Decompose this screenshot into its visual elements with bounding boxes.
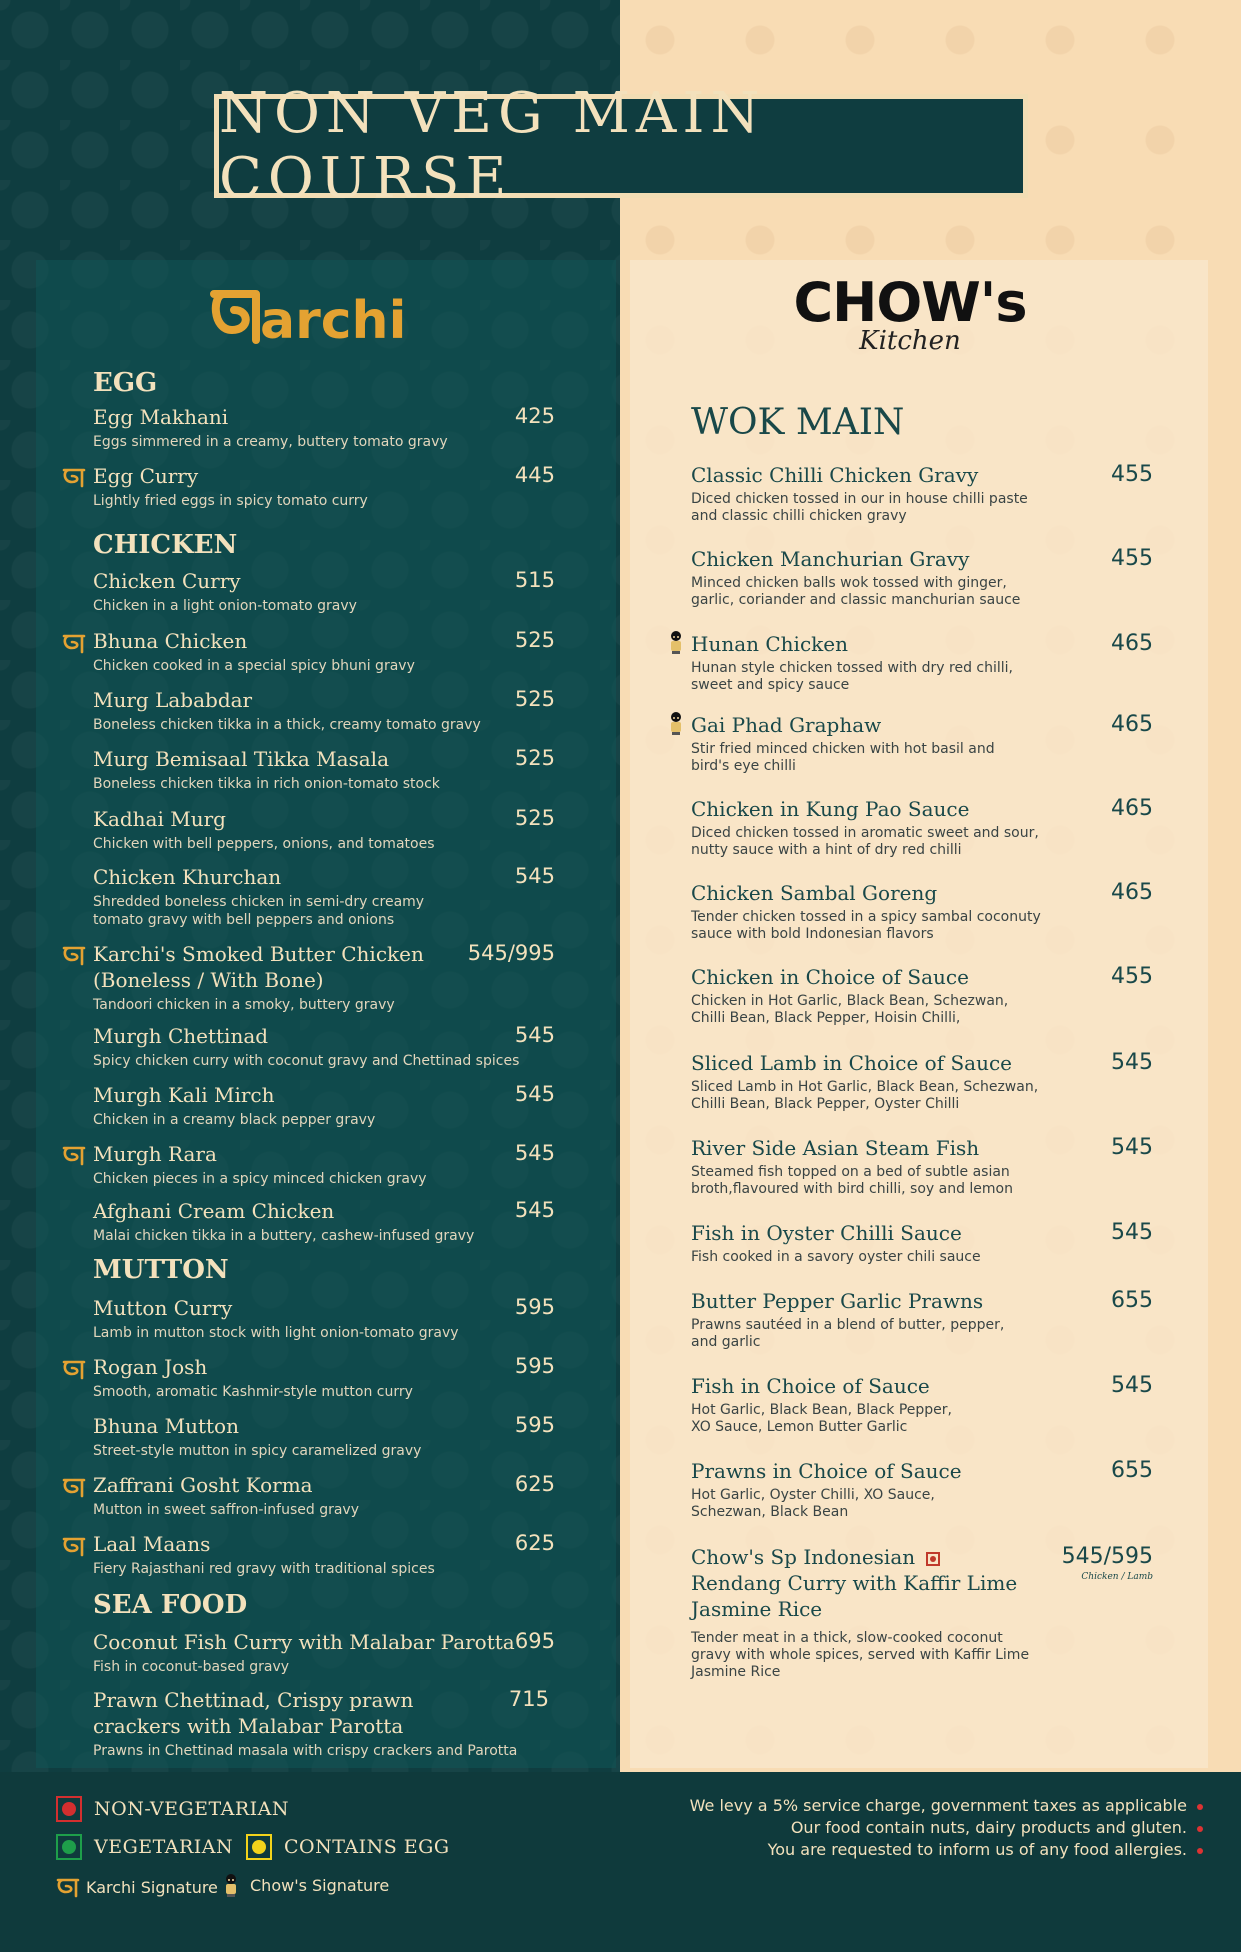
item-name: Kadhai Murg [93, 807, 226, 831]
item-price: 465 [1111, 631, 1153, 656]
menu-item [93, 568, 555, 615]
section-mutton: MUTTON [93, 1255, 229, 1285]
item-desc: Fish cooked in a savory oyster chili sauce [691, 1249, 981, 1265]
item-desc: tomato gravy with bell peppers and onions [93, 912, 395, 928]
item-name: Mutton Curry [93, 1296, 233, 1320]
karchi-signature-icon [62, 632, 86, 654]
footer-note: Our food contain nuts, dairy products and gluten. [790, 1818, 1187, 1837]
chows-logo-sub: Kitchen [859, 326, 961, 356]
item-desc: Chicken in a creamy black pepper gravy [93, 1112, 376, 1128]
karchi-signature-icon [62, 1535, 86, 1557]
legend-karchi-signature [56, 1876, 218, 1898]
item-desc: Fish in coconut-based gravy [93, 1659, 290, 1675]
non-veg-icon [56, 1796, 82, 1822]
item-price: 465 [1111, 880, 1153, 905]
section-egg: EGG [93, 368, 158, 398]
item-price: 465 [1111, 712, 1153, 737]
menu-item [93, 463, 555, 510]
item-desc: Hot Garlic, Black Bean, Black Pepper, [691, 1402, 952, 1418]
menu-item [93, 1082, 555, 1129]
item-price: 545 [514, 1082, 555, 1106]
item-name: Fish in Oyster Chilli Sauce [691, 1221, 962, 1245]
item-desc: sauce with bold Indonesian flavors [691, 926, 934, 942]
item-desc: garlic, coriander and classic manchurian sauce [691, 592, 1021, 608]
item-desc: Lightly fried eggs in spicy tomato curry [93, 493, 368, 509]
item-price: 545/995 [467, 941, 555, 965]
item-name: Murgh Rara [93, 1142, 217, 1166]
menu-item [93, 1472, 555, 1519]
item-desc: Chilli Bean, Black Pepper, Oyster Chilli [691, 1096, 960, 1112]
item-desc: Shredded boneless chicken in semi-dry creamy [93, 894, 425, 910]
item-price: 455 [1111, 462, 1153, 487]
item-desc: Malai chicken tikka in a buttery, cashew-infused gravy [93, 1228, 475, 1244]
item-desc: Boneless chicken tikka in a thick, creamy tomato gravy [93, 717, 481, 733]
menu-item [93, 628, 555, 675]
item-desc: Eggs simmered in a creamy, buttery tomato gravy [93, 434, 448, 450]
item-desc: sweet and spicy sauce [691, 677, 850, 693]
menu-item-special [691, 1544, 1153, 1681]
menu-item [93, 1295, 555, 1342]
item-name: Prawns in Choice of Sauce [691, 1459, 962, 1483]
item-name: (Boneless / With Bone) [93, 968, 324, 992]
karchi-signature-icon [62, 1476, 86, 1498]
legend-label: NON-VEGETARIAN [94, 1798, 290, 1820]
item-desc: Lamb in mutton stock with light onion-tomato gravy [93, 1325, 459, 1341]
item-name: Jasmine Rice [691, 1597, 823, 1621]
item-desc: Prawns in Chettinad masala with crispy crackers and Parotta [93, 1743, 518, 1759]
item-price: 465 [1111, 796, 1153, 821]
item-name: Chow's Sp Indonesian [691, 1545, 916, 1569]
item-desc: Jasmine Rice [691, 1664, 781, 1680]
section-sea-food: SEA FOOD [93, 1590, 248, 1620]
item-price: 715 [508, 1687, 549, 1711]
item-name: Chicken Curry [93, 569, 241, 593]
item-name: Gai Phad Graphaw [691, 713, 882, 737]
item-desc: Chicken in Hot Garlic, Black Bean, Schezwan, [691, 993, 1009, 1009]
legend-label: Karchi Signature [86, 1877, 218, 1897]
karchi-signature-icon [62, 944, 86, 966]
item-name: Prawn Chettinad, Crispy prawn [93, 1688, 414, 1712]
title-banner [214, 81, 1028, 211]
item-desc: and classic chilli chicken gravy [691, 508, 907, 524]
item-desc: Sliced Lamb in Hot Garlic, Black Bean, Schezwan, [691, 1079, 1039, 1095]
item-desc: Boneless chicken tikka in rich onion-tomato stock [93, 776, 440, 792]
item-price: 525 [514, 687, 555, 711]
item-name: Fish in Choice of Sauce [691, 1374, 930, 1398]
menu-item [691, 1135, 1153, 1198]
item-desc: Fiery Rajasthani red gravy with traditional spices [93, 1561, 435, 1577]
section-chicken: CHICKEN [93, 530, 238, 560]
item-name: Coconut Fish Curry with Malabar Parotta [93, 1630, 515, 1654]
item-desc: Chilli Bean, Black Pepper, Hoisin Chilli, [691, 1010, 961, 1026]
item-price: 545 [514, 864, 555, 888]
menu-item [93, 404, 555, 451]
item-name: Rendang Curry with Kaffir Lime [691, 1571, 1018, 1595]
item-name: Bhuna Mutton [93, 1414, 239, 1438]
item-name: Chicken Khurchan [93, 865, 282, 889]
item-price: 455 [1111, 964, 1153, 989]
chows-signature-icon [667, 710, 685, 736]
item-desc: Smooth, aromatic Kashmir-style mutton curry [93, 1384, 413, 1400]
item-price: 545 [514, 1198, 555, 1222]
item-desc: Chicken in a light onion-tomato gravy [93, 598, 357, 614]
chows-signature-icon [667, 629, 685, 655]
item-name: crackers with Malabar Parotta [93, 1714, 404, 1738]
menu-item [691, 1220, 1153, 1266]
menu-item [93, 1023, 555, 1070]
note-bullet [1197, 1826, 1203, 1832]
legend-label: VEGETARIAN [94, 1836, 234, 1858]
egg-icon [246, 1834, 272, 1860]
menu-item [691, 1458, 1153, 1521]
item-desc: Hunan style chicken tossed with dry red chilli, [691, 660, 1013, 676]
item-price: 695 [514, 1629, 555, 1653]
item-desc: and garlic [691, 1334, 761, 1350]
legend-non-veg [56, 1796, 289, 1822]
item-name: Butter Pepper Garlic Prawns [691, 1289, 984, 1313]
menu-item [93, 1687, 555, 1760]
item-price: 455 [1111, 546, 1153, 571]
price-note: Chicken / Lamb [1081, 1572, 1153, 1582]
menu-item [691, 880, 1153, 943]
legend-label: CONTAINS EGG [284, 1836, 450, 1858]
item-price: 595 [514, 1354, 555, 1378]
item-desc: Chicken pieces in a spicy minced chicken gravy [93, 1171, 427, 1187]
item-name: Egg Curry [93, 464, 199, 488]
item-name: Murg Lababdar [93, 688, 253, 712]
menu-item [93, 687, 555, 734]
item-desc: Tender meat in a thick, slow-cooked coconut [691, 1630, 1003, 1646]
chows-logo-main: CHOW's [793, 271, 1027, 334]
item-name: Egg Makhani [93, 405, 229, 429]
menu-item [93, 864, 555, 929]
menu-item [93, 1198, 555, 1245]
item-desc: Tandoori chicken in a smoky, buttery gravy [93, 997, 395, 1013]
item-desc: Prawns sautéed in a blend of butter, pepper, [691, 1317, 1005, 1333]
item-price: 515 [514, 568, 555, 592]
item-price: 425 [514, 404, 555, 428]
menu-item [691, 631, 1153, 694]
item-name: Murgh Kali Mirch [93, 1083, 275, 1107]
item-desc: Chicken cooked in a special spicy bhuni gravy [93, 658, 415, 674]
item-price: 545 [1111, 1373, 1153, 1398]
menu-item [93, 1141, 555, 1188]
item-name: Hunan Chicken [691, 632, 848, 656]
note-bullet [1197, 1848, 1203, 1854]
item-desc: broth,flavoured with bird chilli, soy and lemon [691, 1181, 1013, 1197]
item-price: 545 [1111, 1135, 1153, 1160]
item-name: River Side Asian Steam Fish [691, 1136, 980, 1160]
item-name: Sliced Lamb in Choice of Sauce [691, 1051, 1013, 1075]
menu-item [691, 1050, 1153, 1113]
karchi-logo [210, 280, 430, 360]
menu-item [691, 712, 1153, 775]
chows-signature-icon [222, 1872, 240, 1898]
legend-label: Chow's Signature [250, 1875, 390, 1895]
item-desc: Steamed fish topped on a bed of subtle asian [691, 1164, 1010, 1180]
item-desc: Hot Garlic, Oyster Chilli, XO Sauce, [691, 1487, 935, 1503]
item-desc: Minced chicken balls wok tossed with ginger, [691, 575, 1007, 591]
item-desc: Spicy chicken curry with coconut gravy and Chettinad spices [93, 1053, 520, 1069]
item-desc: XO Sauce, Lemon Butter Garlic [691, 1419, 908, 1435]
item-name: Bhuna Chicken [93, 629, 248, 653]
item-name: Chicken Manchurian Gravy [691, 547, 970, 571]
item-name: Chicken in Kung Pao Sauce [691, 797, 970, 821]
item-name: Laal Maans [93, 1532, 211, 1556]
non-veg-icon [926, 1552, 940, 1566]
menu-item [93, 941, 555, 1014]
item-price: 545/595 [1061, 1544, 1153, 1569]
note-bullet [1197, 1804, 1203, 1810]
svg-text:archi: archi [260, 291, 407, 351]
karchi-logo-mark [210, 280, 430, 360]
item-price: 545 [514, 1023, 555, 1047]
menu-item [691, 546, 1153, 609]
item-desc: Diced chicken tossed in our in house chilli paste [691, 491, 1028, 507]
item-desc: Tender chicken tossed in a spicy sambal coconuty [691, 909, 1041, 925]
menu-item [93, 1354, 555, 1401]
item-price: 625 [514, 1472, 555, 1496]
legend-chows-signature [222, 1872, 389, 1898]
item-name: Karchi's Smoked Butter Chicken [93, 942, 424, 966]
footer [0, 1772, 1241, 1952]
menu-item [93, 1531, 555, 1578]
menu-item [691, 964, 1153, 1027]
item-price: 595 [514, 1295, 555, 1319]
veg-icon [56, 1834, 82, 1860]
item-desc: Stir fried minced chicken with hot basil and [691, 741, 995, 757]
item-desc: Schezwan, Black Bean [691, 1504, 849, 1520]
item-name: Classic Chilli Chicken Gravy [691, 463, 979, 487]
page-title: NON VEG MAIN COURSE [219, 81, 766, 211]
legend-veg [56, 1834, 233, 1860]
karchi-signature-icon [62, 1358, 86, 1380]
footer-note: We levy a 5% service charge, government taxes as applicable [689, 1796, 1187, 1815]
item-price: 655 [1111, 1288, 1153, 1313]
legend-egg [246, 1834, 450, 1860]
item-price: 545 [514, 1141, 555, 1165]
item-name: Afghani Cream Chicken [93, 1199, 335, 1223]
item-price: 525 [514, 628, 555, 652]
item-desc: nutty sauce with a hint of dry red chilli [691, 842, 962, 858]
karchi-signature-icon [62, 466, 86, 488]
item-price: 525 [514, 746, 555, 770]
item-price: 525 [514, 806, 555, 830]
item-price: 445 [514, 463, 555, 487]
menu-item [93, 1413, 555, 1460]
item-desc: Chicken with bell peppers, onions, and tomatoes [93, 836, 435, 852]
item-name: Chicken in Choice of Sauce [691, 965, 969, 989]
item-name: Zaffrani Gosht Korma [93, 1473, 313, 1497]
karchi-signature-icon [56, 1876, 80, 1898]
footer-note: You are requested to inform us of any food allergies. [767, 1840, 1187, 1859]
item-price: 625 [514, 1531, 555, 1555]
menu-item [691, 1373, 1153, 1436]
item-price: 545 [1111, 1220, 1153, 1245]
karchi-signature-icon [62, 1144, 86, 1166]
item-name: Chicken Sambal Goreng [691, 881, 938, 905]
item-price: 545 [1111, 1050, 1153, 1075]
item-desc: bird's eye chilli [691, 758, 796, 774]
menu-item [93, 806, 555, 853]
item-price: 655 [1111, 1458, 1153, 1483]
item-name: Murgh Chettinad [93, 1024, 269, 1048]
item-name: Rogan Josh [93, 1355, 208, 1379]
item-desc: Mutton in sweet saffron-infused gravy [93, 1502, 359, 1518]
menu-item [93, 1629, 555, 1676]
item-desc: Street-style mutton in spicy caramelized gravy [93, 1443, 422, 1459]
chows-logo [790, 271, 1030, 366]
menu-item [93, 746, 555, 793]
item-price: 595 [514, 1413, 555, 1437]
menu-item [691, 462, 1153, 525]
menu-item [691, 1288, 1153, 1351]
menu-item [691, 796, 1153, 859]
item-desc: gravy with whole spices, served with Kaffir Lime [691, 1647, 1030, 1663]
section-wok-main: WOK MAIN [691, 402, 905, 443]
item-desc: Diced chicken tossed in aromatic sweet and sour, [691, 825, 1039, 841]
item-name: Murg Bemisaal Tikka Masala [93, 747, 390, 771]
